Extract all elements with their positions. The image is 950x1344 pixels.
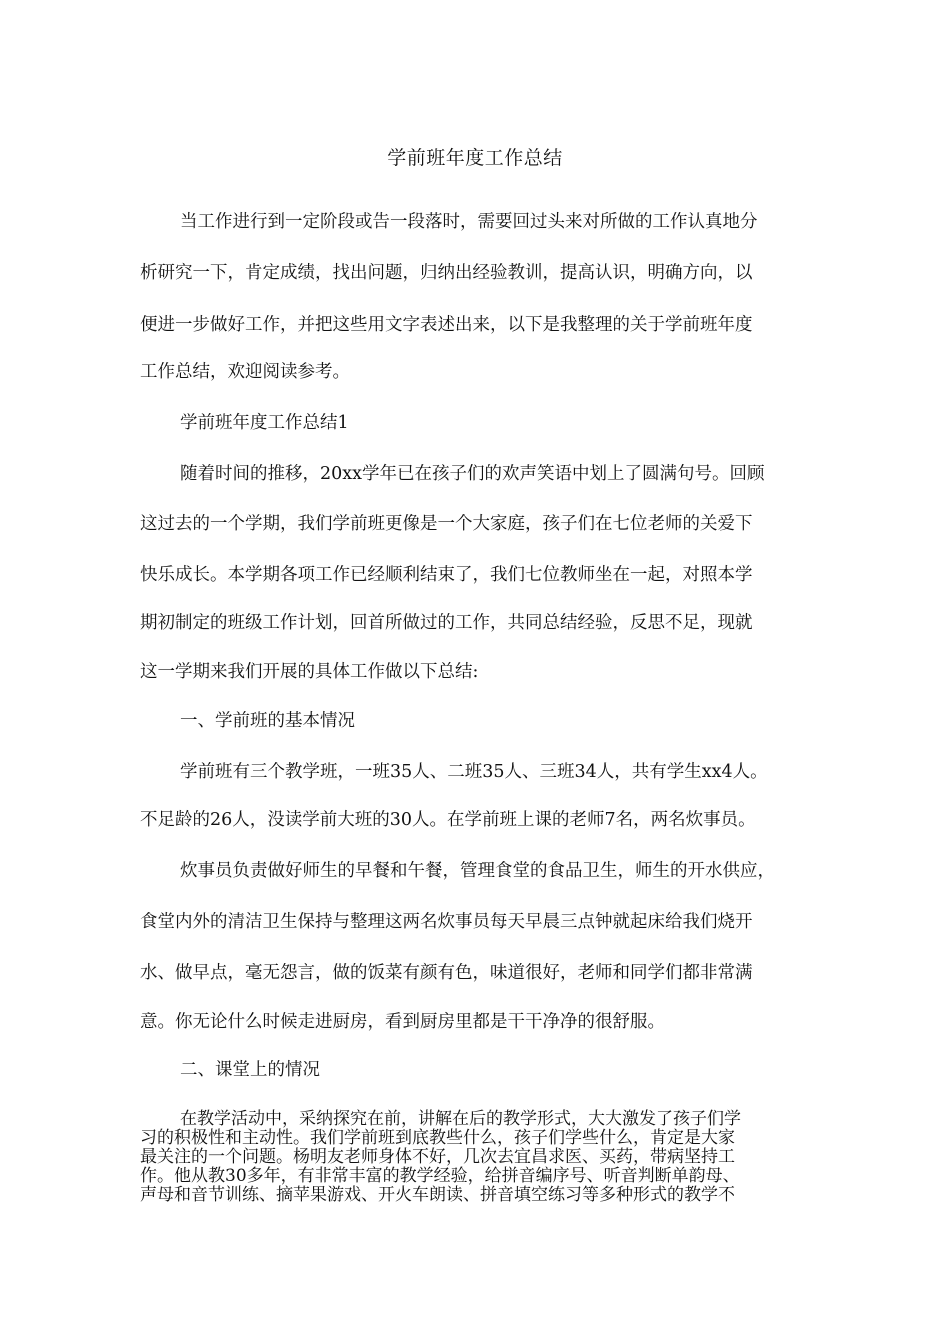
paragraph-line: 这一学期来我们开展的具体工作做以下总结:: [140, 662, 479, 682]
paragraph-line: 水、做早点，毫无怨言，做的饭菜有颜有色，味道很好，老师和同学们都非常满: [140, 963, 753, 983]
paragraph-line: 不足龄的26人，没读学前大班的30人。在学前班上课的老师7名，两名炊事员。: [140, 810, 756, 830]
section-heading: 二、课堂上的情况: [180, 1060, 320, 1080]
paragraph-line: 快乐成长。本学期各项工作已经顺利结束了，我们七位教师坐在一起，对照本学: [140, 565, 753, 585]
dense-paragraph: [140, 1110, 820, 1205]
document-title: 学前班年度工作总结: [387, 147, 563, 169]
paragraph-line: 食堂内外的清洁卫生保持与整理这两名炊事员每天早晨三点钟就起床给我们烧开: [140, 912, 753, 932]
paragraph-line: 学前班有三个教学班，一班35人、二班35人、三班34人，共有学生xx4人。: [180, 762, 768, 782]
paragraph-line: 意。你无论什么时候走进厨房，看到厨房里都是干干净净的很舒服。: [140, 1012, 665, 1032]
paragraph-line: 最关注的一个问题。杨明友老师身体不好，几次去宜昌求医、买药，带病坚持工: [140, 1147, 735, 1167]
paragraph-line: 炊事员负责做好师生的早餐和午餐，管理食堂的食品卫生，师生的开水供应，: [180, 861, 775, 881]
paragraph-line: 期初制定的班级工作计划，回首所做过的工作，共同总结经验，反思不足，现就: [140, 613, 753, 633]
paragraph-line: 声母和音节训练、摘苹果游戏、开火车朗读、拼音填空练习等多种形式的教学不: [140, 1185, 735, 1205]
paragraph-line: 作。他从教30多年，有非常丰富的教学经验，给拼音编序号、听音判断单韵母、: [140, 1166, 740, 1186]
paragraph-line: 在教学活动中，采纳探究在前，讲解在后的教学形式，大大激发了孩子们学: [180, 1109, 741, 1129]
paragraph-line: 随着时间的推移，20xx学年已在孩子们的欢声笑语中划上了圆满句号。回顾: [180, 464, 765, 484]
intro-line: 工作总结，欢迎阅读参考。: [140, 362, 350, 382]
section-heading: 一、学前班的基本情况: [180, 711, 355, 731]
intro-line: 便进一步做好工作，并把这些用文字表述出来，以下是我整理的关于学前班年度: [140, 315, 753, 335]
paragraph-line: 这过去的一个学期，我们学前班更像是一个大家庭，孩子们在七位老师的关爱下: [140, 514, 753, 534]
intro-line: 析研究一下，肯定成绩，找出问题，归纳出经验教训，提高认识，明确方向，以: [140, 263, 753, 283]
paragraph-line: 习的积极性和主动性。我们学前班到底教些什么，孩子们学些什么，肯定是大家: [140, 1128, 735, 1148]
intro-line: 当工作进行到一定阶段或告一段落时，需要回过头来对所做的工作认真地分: [180, 212, 758, 232]
summary-heading: 学前班年度工作总结1: [180, 413, 349, 433]
